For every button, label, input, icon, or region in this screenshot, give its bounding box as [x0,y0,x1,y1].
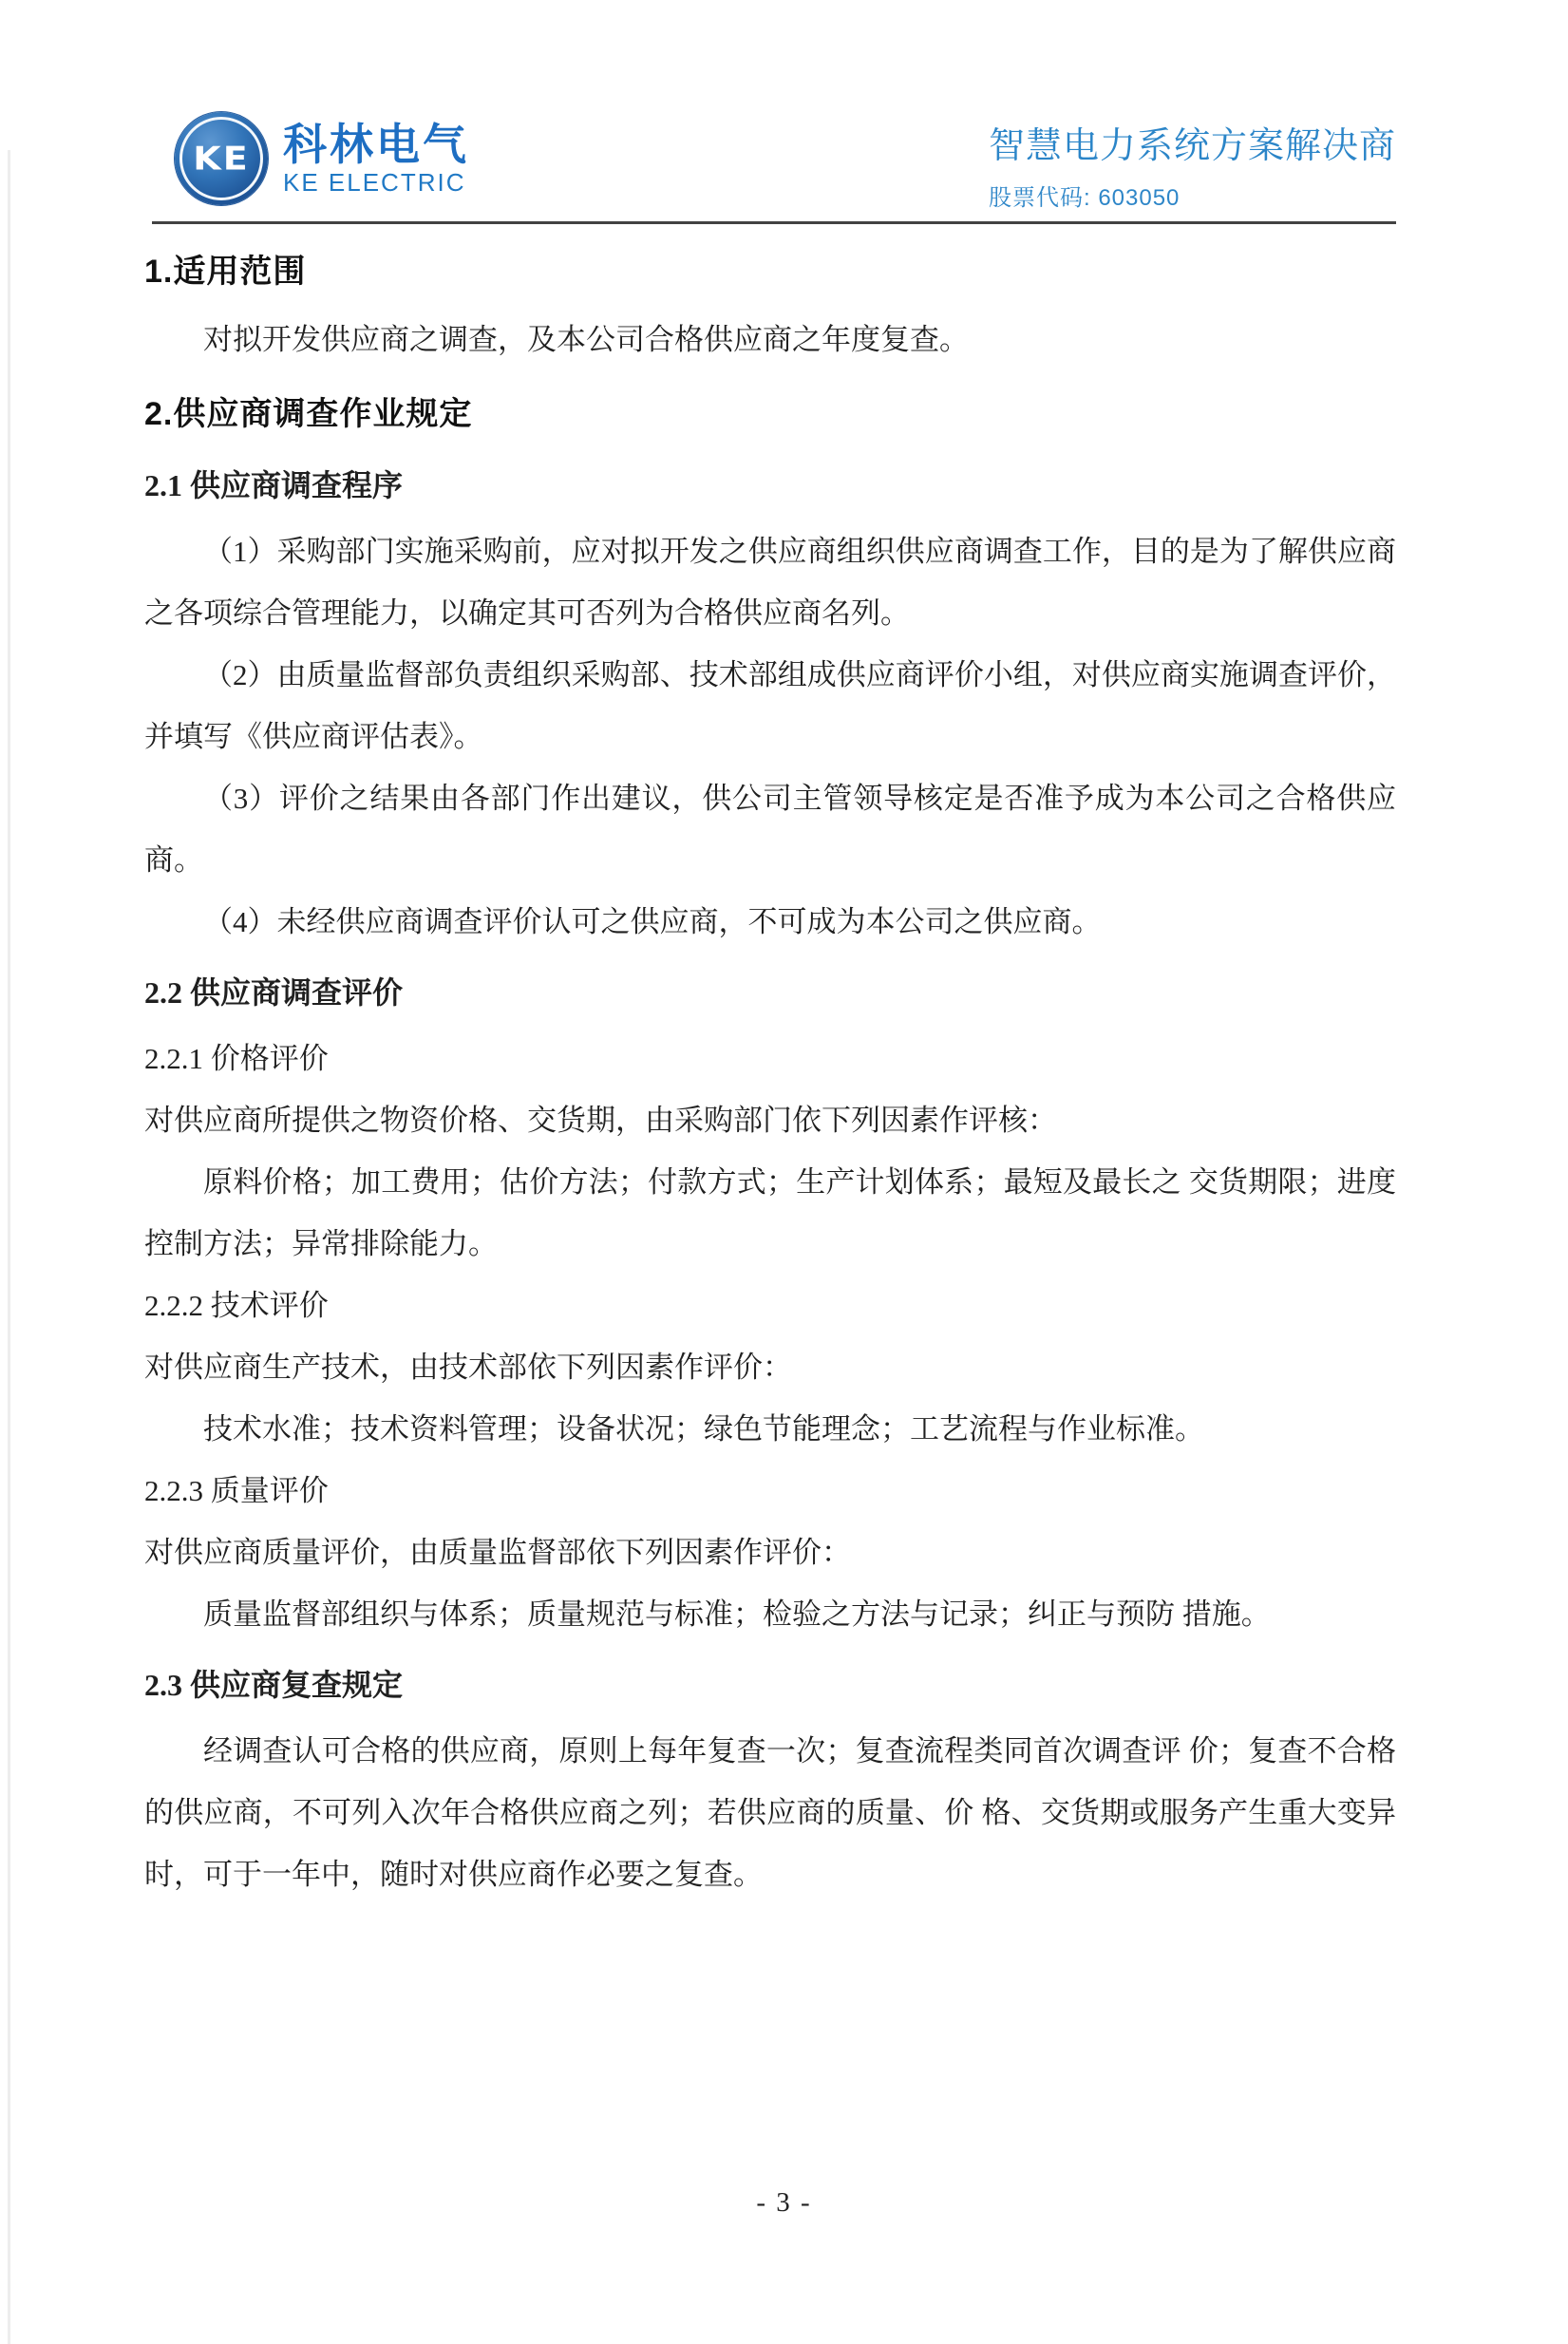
brand-text [283,120,469,197]
section-heading: 2.3 供应商复查规定 [144,1668,404,1702]
scan-edge-artifact [8,150,10,2344]
page-footer [0,2187,1568,2219]
header-divider [152,221,1396,224]
company-name-en: KE ELECTRIC [283,168,466,197]
section-heading: 2.2.1 价格评价 [144,1042,329,1075]
paragraph: 经调查认可合格的供应商，原则上每年复查一次；复查流程类同首次调查评 价；复查不合格的供应商，不可列入次年合格供应商之列；若供应商的质量、价 格、交货期或服务产生重大变异时，可于一年中，随时对供应商作必要之复查。 [144,1734,1396,1891]
section-heading: 1.适用范围 [144,254,307,290]
page-header [142,112,1396,212]
paragraph: 原料价格；加工费用；估价方法；付款方式；生产计划体系；最短及最长之 交货期限；进度控制方法；异常排除能力。 [144,1165,1396,1260]
section-heading: 2.2 供应商调查评价 [144,975,404,1010]
logo-monogram: KE [193,140,250,178]
section-heading: 2.2.3 质量评价 [144,1474,329,1507]
company-brand [142,112,469,205]
section-heading: 2.供应商调查作业规定 [144,396,473,432]
paragraph: 质量监督部组织与体系；质量规范与标准；检验之方法与记录；纠正与预防 措施。 [203,1597,1271,1631]
paragraph: 对拟开发供应商之调查，及本公司合格供应商之年度复查。 [203,323,969,356]
paragraph: （2）由质量监督部负责组织采购部、技术部组成供应商评价小组，对供应商实施调查评价，并填写《供应商评估表》。 [144,658,1396,753]
section-heading: 2.2.2 技术评价 [144,1289,329,1322]
company-name-cn: 科林电气 [283,120,469,169]
stock-code: 股票代码: 603050 [988,185,1181,211]
document-body [144,241,1396,1905]
paragraph: （1）采购部门实施采购前，应对拟开发之供应商组织供应商调查工作，目的是为了解供应商之各项综合管理能力，以确定其可否列为合格供应商名列。 [144,535,1396,630]
header-right [989,112,1396,212]
page-number: - 3 - [756,2187,812,2218]
company-logo-icon [175,112,268,205]
paragraph: 技术水准；技术资料管理；设备状况；绿色节能理念；工艺流程与作业标准。 [203,1412,1204,1446]
paragraph: （3）评价之结果由各部门作出建议，供公司主管领导核定是否准予成为本公司之合格供应商。 [144,782,1396,877]
section-heading: 2.1 供应商调查程序 [144,468,404,502]
company-tagline: 智慧电力系统方案解决商 [988,126,1396,166]
paragraph: 对供应商生产技术，由技术部依下列因素作评价： [144,1351,792,1384]
paragraph: （4）未经供应商调查评价认可之供应商，不可成为本公司之供应商。 [203,905,1102,938]
paragraph: 对供应商所提供之物资价格、交货期，由采购部门依下列因素作评核： [144,1104,1057,1137]
paragraph: 对供应商质量评价，由质量监督部依下列因素作评价： [144,1536,851,1569]
